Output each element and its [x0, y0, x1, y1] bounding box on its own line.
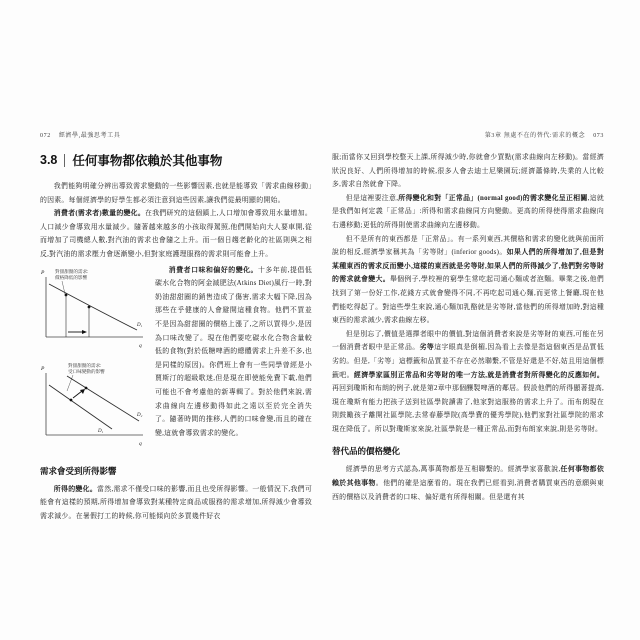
paragraph-bold: 如果人們的所得增加了,但是對某種東西的需求反而變小,這樣的東西就是劣等財,如果人們的所得減少了,他們對劣等財的需求就會變大。	[332, 249, 604, 284]
paragraph-text: 在我們研究的這個鎮上,人口增加會導致用水量增加。人口減少會導致用水量減少。隨著越來越多的小孩取得駕照,他們開始向大人要車開,從而增加了司機總人數,對汽油的需求也會隨之上升。而一個日趨老齡化的社區則與之相反,對汽油的需求壓力會逐漸變小,但對家庭護理服務的需求則可能會上升。	[40, 210, 312, 258]
figure2-demand-curve-2	[67, 376, 139, 421]
figures-column	[40, 264, 148, 456]
paragraph	[40, 207, 312, 261]
running-head-left	[40, 130, 312, 139]
demand-curve-chart-demand-shift	[40, 358, 148, 448]
paragraph-bold: 經濟學家區別正常品和劣等財的唯一方法,就是消費者對所得變化的反應如何。	[353, 371, 604, 379]
paragraph-lead-bold: 消費者口味和偏好的變化。	[168, 266, 258, 274]
demand-curve-chart-price-change	[40, 264, 148, 350]
figure1-x-axis-label: q	[139, 342, 142, 349]
paragraph-bold: 劣等	[419, 344, 435, 352]
section-heading	[40, 151, 312, 169]
paragraph-bold: 所得變化和對「正常品」(normal good)的需求變化呈正相關	[398, 194, 588, 202]
section-title: 任何事物都依賴於其他事物	[72, 154, 223, 168]
paragraph	[155, 264, 312, 441]
figure2-shift-arrow	[73, 391, 82, 398]
figure1-y-axis-label: P	[41, 269, 45, 276]
left-page	[40, 130, 312, 523]
figure2-point-d1	[70, 398, 73, 401]
running-head-left-title: 經濟學,最強思考工具	[58, 133, 121, 139]
figure-and-text-block	[40, 264, 312, 456]
figure2-point-d2	[85, 386, 88, 389]
section-divider	[64, 154, 65, 167]
paragraph-lead-bold: 所得的變化。	[53, 485, 98, 493]
figure1-quantity-arrowhead	[82, 330, 87, 334]
paragraph-text: ,這就是我們如何定義「正常品」:所得和需求曲線同方向變動。更高的所得使得需求曲線向右邊移動;更低的所得則使需求曲線向左邊移動。	[332, 194, 604, 229]
paragraph	[332, 233, 604, 328]
paragraph-text: 這字眼真是倒楣,因為看上去像是指這個東西是品質低劣的。但是,「劣等」這標籤和品質並不存在必然聯繫,不管是好還是不好,姑且用這個標籤吧。	[332, 344, 605, 379]
figure1-demand-curve	[49, 284, 137, 330]
subheading-income: 需求會受到所得影響	[40, 465, 117, 476]
figure2-y-axis-label: P	[41, 365, 45, 372]
running-head-right	[332, 130, 604, 139]
paragraph	[332, 463, 604, 504]
paragraph-text: 。他們的確是這麼看的。現在我們已經看到,消費者購買東西的意願與東西的價格以及消費者的口味、偏好還有所得相關。但是還有其	[332, 480, 604, 501]
figure2-curve1-label: D₁	[98, 428, 104, 434]
paragraph	[332, 328, 604, 437]
paragraph-text: 十多年前,提倡低碳水化合物的阿金減肥法(Atkins Diet)風行一時,對奶油甜甜圈的銷售造成了傷害,需求大幅下降,因為那些在乎健康的人會避開這種食物。他們不買並不是因為甜甜圈的價格上漲了,之所以買得少,是因為口味改變了。現在他們要吃碳水化合物含量較低的食物(對於低糖啤酒的總體需求上升差不多,也是同樣的原因)。你們班上會有一些同學曾經是小賈斯汀的超級歌迷,但是現在即使能免費下載,他們可能也不會考慮他的新專輯了。對於他們來說,需求曲線向左邊移動得如此之遠以至於完全消失了。隨著時間的推移,人們的口味會變,而且的確在變,這就會導致需求的變化。	[155, 266, 313, 437]
figure2-curve2-label: D₂	[137, 412, 143, 418]
paragraph-text: 舉個例子,學校裡的窮學生常吃起司通心麵或者泡麵。畢業之後,他們找到了第一份好工作,花錢方式就會變得不同,不再吃起司通心麵,而更常上餐廳,現在他們能吃得起了。對這些學生來說,通心麵加乳酪就是劣等財,當他們的所得增加時,對這種東西的需求減少,需求曲線左移。	[332, 276, 604, 325]
page-number-right: 073	[593, 133, 604, 139]
subheading-substitutes: 替代品的價格變化	[332, 446, 401, 457]
paragraph-text: 但是別忘了,價值是選擇者眼中的價值,對這個消費者來說是劣等財的東西,可能在另一個消費者眼中是正常品。	[332, 330, 604, 352]
right-page	[332, 130, 604, 504]
paragraph	[40, 483, 312, 524]
figure1-annotation-line2: 價格降低的影響	[55, 274, 88, 280]
paragraph-bold: 任何事物都依賴於其他事物	[332, 466, 605, 488]
text-column	[155, 264, 312, 456]
page-number-left: 072	[40, 133, 51, 139]
paragraph-text: 經濟學的思考方式認為,萬事萬物都是互相聯繫的。經濟學家喜歡說,	[345, 466, 561, 474]
figure1-curve-label: D₁	[137, 322, 143, 328]
paragraph-text: 當然,需求不僅受口味的影響,而且也受所得影響。一般情況下,我們可能會有這樣的預期,所得增加會導致對某種特定商品或服務的需求增加,所得減少會導致需求減少。在暑假打工的時候,你可能傾向於多買幾件好衣	[40, 485, 313, 520]
paragraph-lead-bold: 消費者(需求者)數量的變化。	[53, 210, 146, 218]
paragraph-text: 但不是所有的東西都是「正常品」。有一系列東西,其價格和需求的變化就與前面所說的相反,經濟學家稱其為「劣等財」(inferior goods)。	[332, 235, 604, 257]
paragraph	[332, 192, 604, 233]
figure2-annotation-line1: 對甜甜圈的需求:	[68, 362, 102, 368]
running-head-right-title: 第3章 無處不在的替代:需求的概念	[484, 133, 586, 139]
section-number: 3.8	[40, 153, 58, 167]
paragraph-text: 但是這裡要注意,	[345, 194, 399, 202]
figure1-annotation-line1: 對甜甜圈的需求:	[55, 268, 89, 274]
figure2-annotation-line2: 受口味變動的影響	[68, 368, 105, 374]
figure2-x-axis-label: q	[139, 440, 142, 447]
paragraph: 我們能夠明確分辨出導致需求變動的一些影響因素,也就是能導致「需求曲線移動」的因素。每個經濟學的好學生都必須注意到這些因素,讓我們從最明顯的開始。	[40, 183, 312, 204]
paragraph-text: 再回到瓊斯和布朗的例子,就是第2章中那個釀製啤酒的鄰居。假設他們的所得顯著提高,現在瓊斯有能力把孩子送到社區學院讀書了,他家對這服務的需求上升了。而布朗現在則鼓勵孩子離開社區學院,去常春藤學院(高學費的優秀學院),他們家對社區學院的需求現在降低了。所以對瓊斯家來說,社區學院是一種正常品,而對布朗家來說,則是劣等財。	[332, 385, 604, 433]
paragraph: 服;而當你又回到學校整天上課,所得減少時,你就會少買點(需求曲線向左移動)。當經濟狀況良好、人們所得增加的時候,很多人會去迪士尼樂園玩;經濟蕭條時,失業的人比較多,需求自然就會下降。	[332, 154, 604, 189]
